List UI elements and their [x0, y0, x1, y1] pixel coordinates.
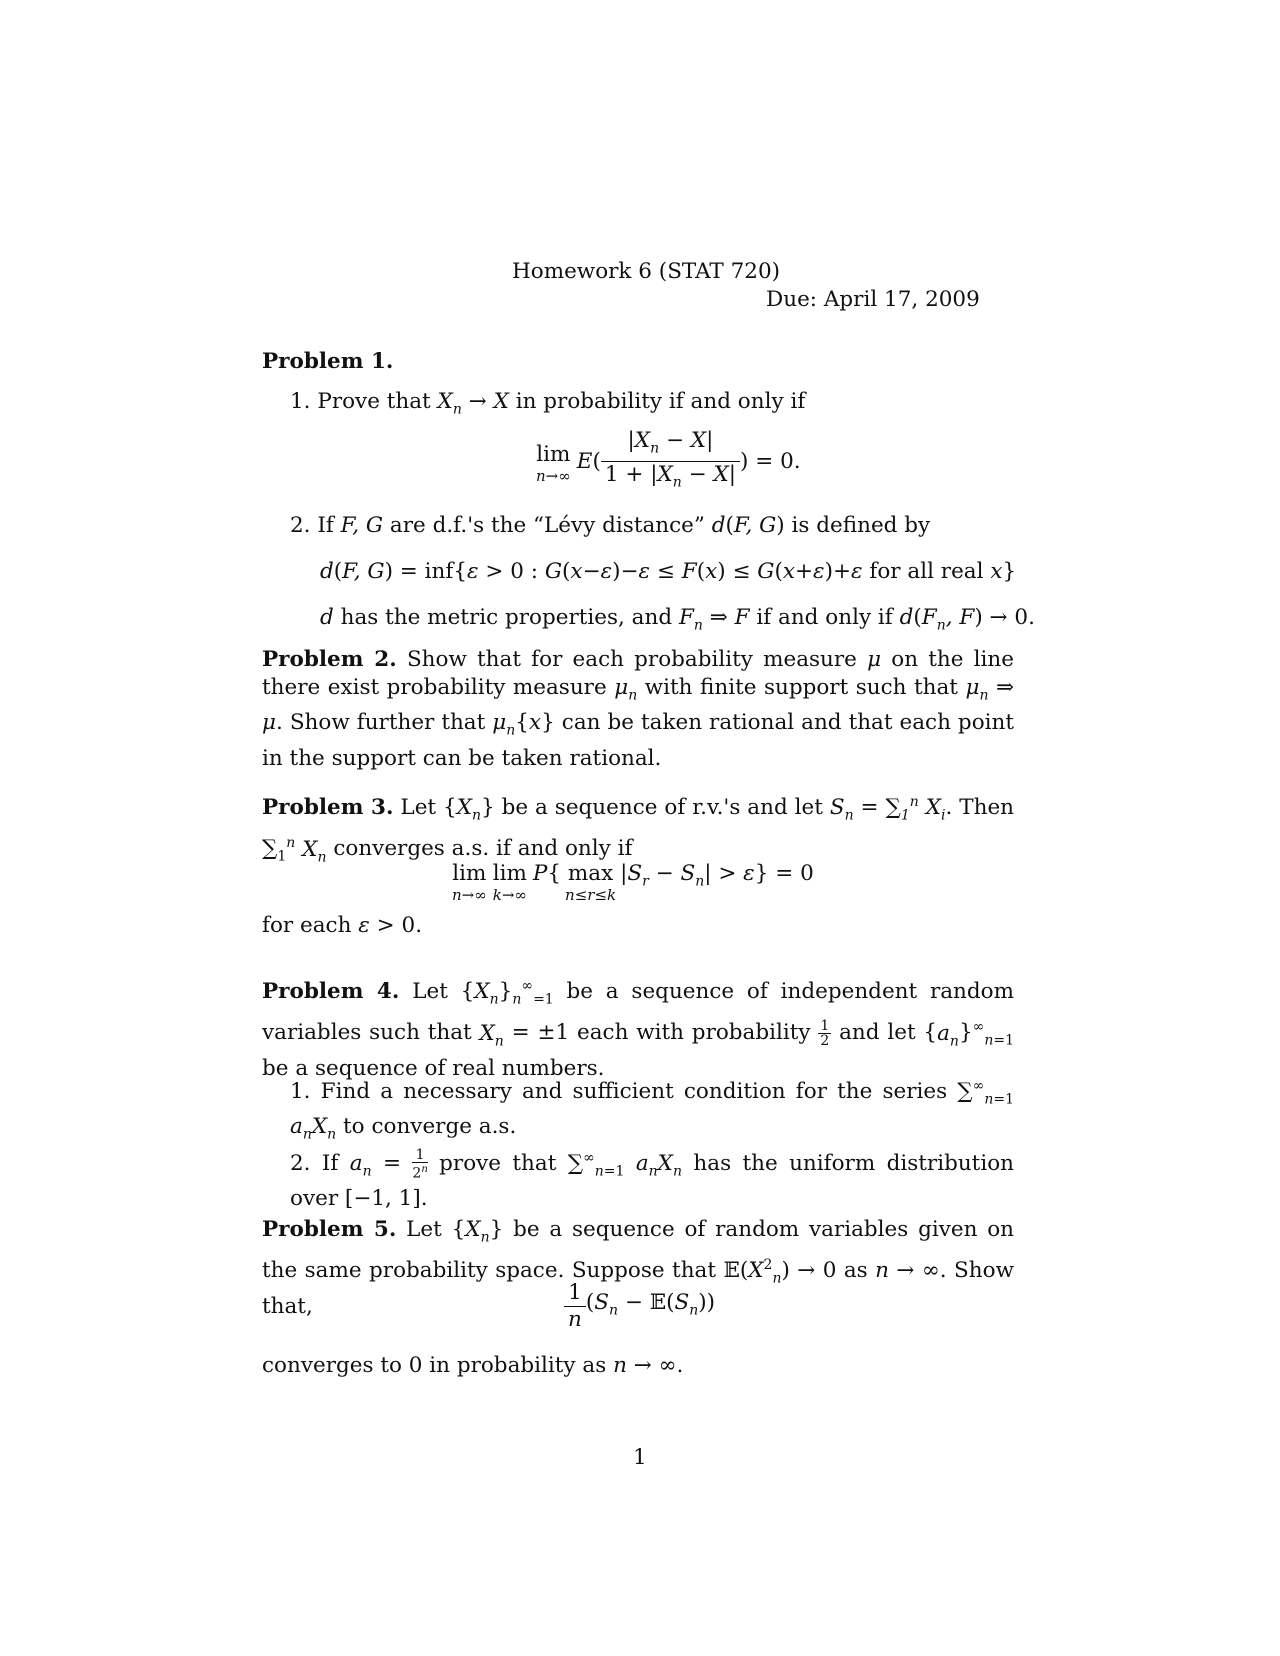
equation-maximal-probability: lim n→∞ lim k→∞ P { max n≤r≤k $|S_r - S_n| > \varepsilon$ } = 0: [452, 861, 814, 904]
problem-4-item-1: 1. Find a necessary and sufficient condition for the series $\sum^\infty_{n=1}$ $a_nX_n$ to converge a.s.: [290, 1078, 1014, 1143]
page-number: 1: [633, 1445, 647, 1470]
problem-2-heading: Problem 2.: [262, 647, 397, 672]
problem-1-heading: Problem 1.: [262, 349, 394, 374]
problem-5-heading: Problem 5.: [262, 1217, 397, 1242]
item-number: 2.: [290, 513, 311, 538]
item-number: 1.: [290, 389, 311, 414]
due-date: Due: April 17, 2009: [766, 287, 980, 312]
problem-2: Problem 2. Show that for each probability measure μ on the line there exist probability measure $\mu_n$ with finite support such that $\mu_n$ ⇒ μ. Show further that $\mu_n\{x\}$ can be taken rational and that each point in the support can be taken rational.: [262, 647, 1015, 771]
equation-normalized-sum: $\frac{1}{n}$ ($S_n$ − $𝔼(S_n)$): [564, 1280, 715, 1333]
problem-3-heading: Problem 3.: [262, 795, 394, 821]
problem-3-condition: for each ε > 0.: [262, 913, 423, 938]
problem-4-item-2: 2. If $a_n$ = $\frac{1}{2^n}$ prove that $\sum^\infty_{n=1}$ $a_nX_n$ has the uniform distribution over [−1, 1].: [290, 1146, 1014, 1212]
problem-4: Problem 4. Let $\{X_n\}_n^\infty_{=1}$ be a sequence of independent random variables such that $X_n = \pm 1$ each with probability $\frac{1}{2}$ and let $\{a_n\}^\infty_{n=1}$ be a sequence of real numbers.: [262, 978, 1014, 1081]
equation-levy-distance: d(F, G) = inf{ε > 0 : G(x−ε)−ε ≤ F(x) ≤ G(x+ε)+ε for all real x}: [320, 559, 1017, 584]
item-number: 1.: [290, 1079, 311, 1105]
problem-1-item-2-metric: d has the metric properties, and $F_n$ ⇒ F if and only if $d(F_n$, F) → 0.: [320, 605, 1035, 634]
problem-1-item-1: 1. Prove that $X_n \to X$ in probability if and only if: [290, 389, 806, 418]
equation-limit-expectation: lim n→∞ E ( $\frac{|X_n - X|}{1 + |X_n - X|}$ ) = 0.: [536, 428, 801, 491]
document-title: Homework 6 (STAT 720): [512, 259, 781, 284]
problem-5: Problem 5. Let $\{X_n\}$ be a sequence of random variables given on the same probability space. Suppose that $𝔼(X^2_n) \to 0$ as n → ∞. Show that,: [262, 1217, 1015, 1319]
problem-3: Problem 3. Let $\{X_n\}$ be a sequence of r.v.'s and let $S_n = \sum_1^n$ $X_i$. Then $\sum_1^n$ $X_n$ converges a.s. if and only if: [262, 794, 1015, 865]
problem-5-conclusion: converges to 0 in probability as n → ∞.: [262, 1353, 684, 1378]
item-number: 2.: [290, 1151, 311, 1177]
problem-1-item-2: 2. If F, G are d.f.'s the “Lévy distance” d(F, G) is defined by: [290, 513, 931, 538]
problem-4-heading: Problem 4.: [262, 979, 400, 1005]
